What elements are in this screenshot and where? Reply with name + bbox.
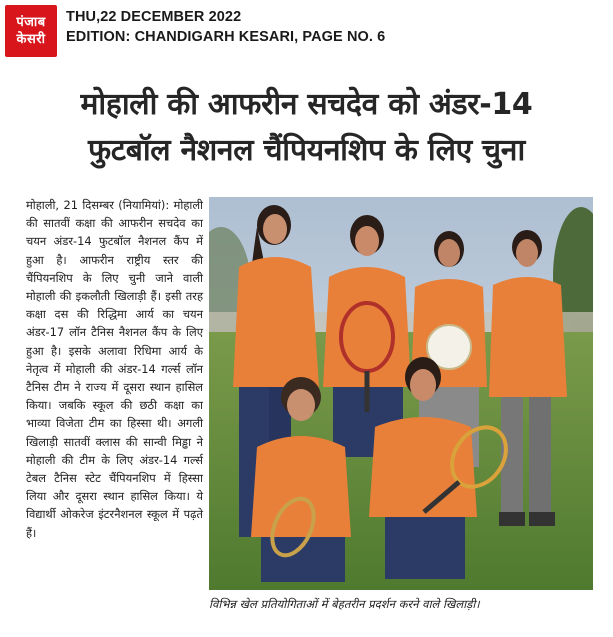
headline-line-2: फुटबॉल नैशनल चैंपियनशिप के लिए चुना [88, 133, 525, 168]
edition-info: EDITION: CHANDIGARH KESARI, PAGE NO. 6 [66, 29, 386, 45]
headline-line-1: मोहाली की आफरीन सचदेव को अंडर-14 [80, 87, 533, 122]
photo-caption: विभिन्न खेल प्रतियोगिताओं में बेहतरीन प्रदर्शन करने वाले खिलाड़ी। [209, 597, 480, 611]
players-photo-illustration [209, 197, 593, 590]
publication-date: THU,22 DECEMBER 2022 [66, 9, 242, 25]
masthead-bar [0, 0, 613, 58]
logo-line-1: पंजाब [16, 15, 46, 30]
punjab-kesari-logo [5, 5, 57, 57]
news-photo [209, 197, 593, 590]
article-body [26, 196, 203, 542]
headline [0, 82, 613, 174]
logo-line-2: केसरी [16, 32, 46, 47]
edition-meta [66, 7, 385, 47]
article-text: मोहाली, 21 दिसम्बर (नियामियां): मोहाली की सातवीं कक्षा की आफरीन सचदेव का चयन अंडर-14 फुटबॉल नैशनल कैंप में हुआ है। आफरीन राष्ट्रीय स्तर की चैंपियनशिप के लिए चुनी जाने वाली मोहाली की इकलौती खिलाड़ी हैं। इसी तरह कक्षा दस की रिद्धिमा आर्य का चयन अंडर-17 लॉन टैनिस नैशनल कैंप के लिए हुआ है। इसके अलावा रिधिमा आर्य के नेतृत्व में मोहाली की अंडर-14 गर्ल्स लॉन टैनिस टीम ने राज्य में दूसरा स्थान हासिल किया। जबकि स्कूल की छठी कक्षा का भाव्या विजेता टीम का हिस्सा थी। अगली खिलाड़ी सातवीं क्लास की सान्वी मिड्ढा ने मोहाली की टीम के लिए अंडर-14 गर्ल्स टेबल टैनिस स्टेट चैंपियनशिप में हिस्सा लिया और दूसरा स्थान हासिल किया। ये विद्यार्थी ओकरेज इंटरनैशनल स्कूल में पढ़ते हैं। [26, 198, 203, 540]
